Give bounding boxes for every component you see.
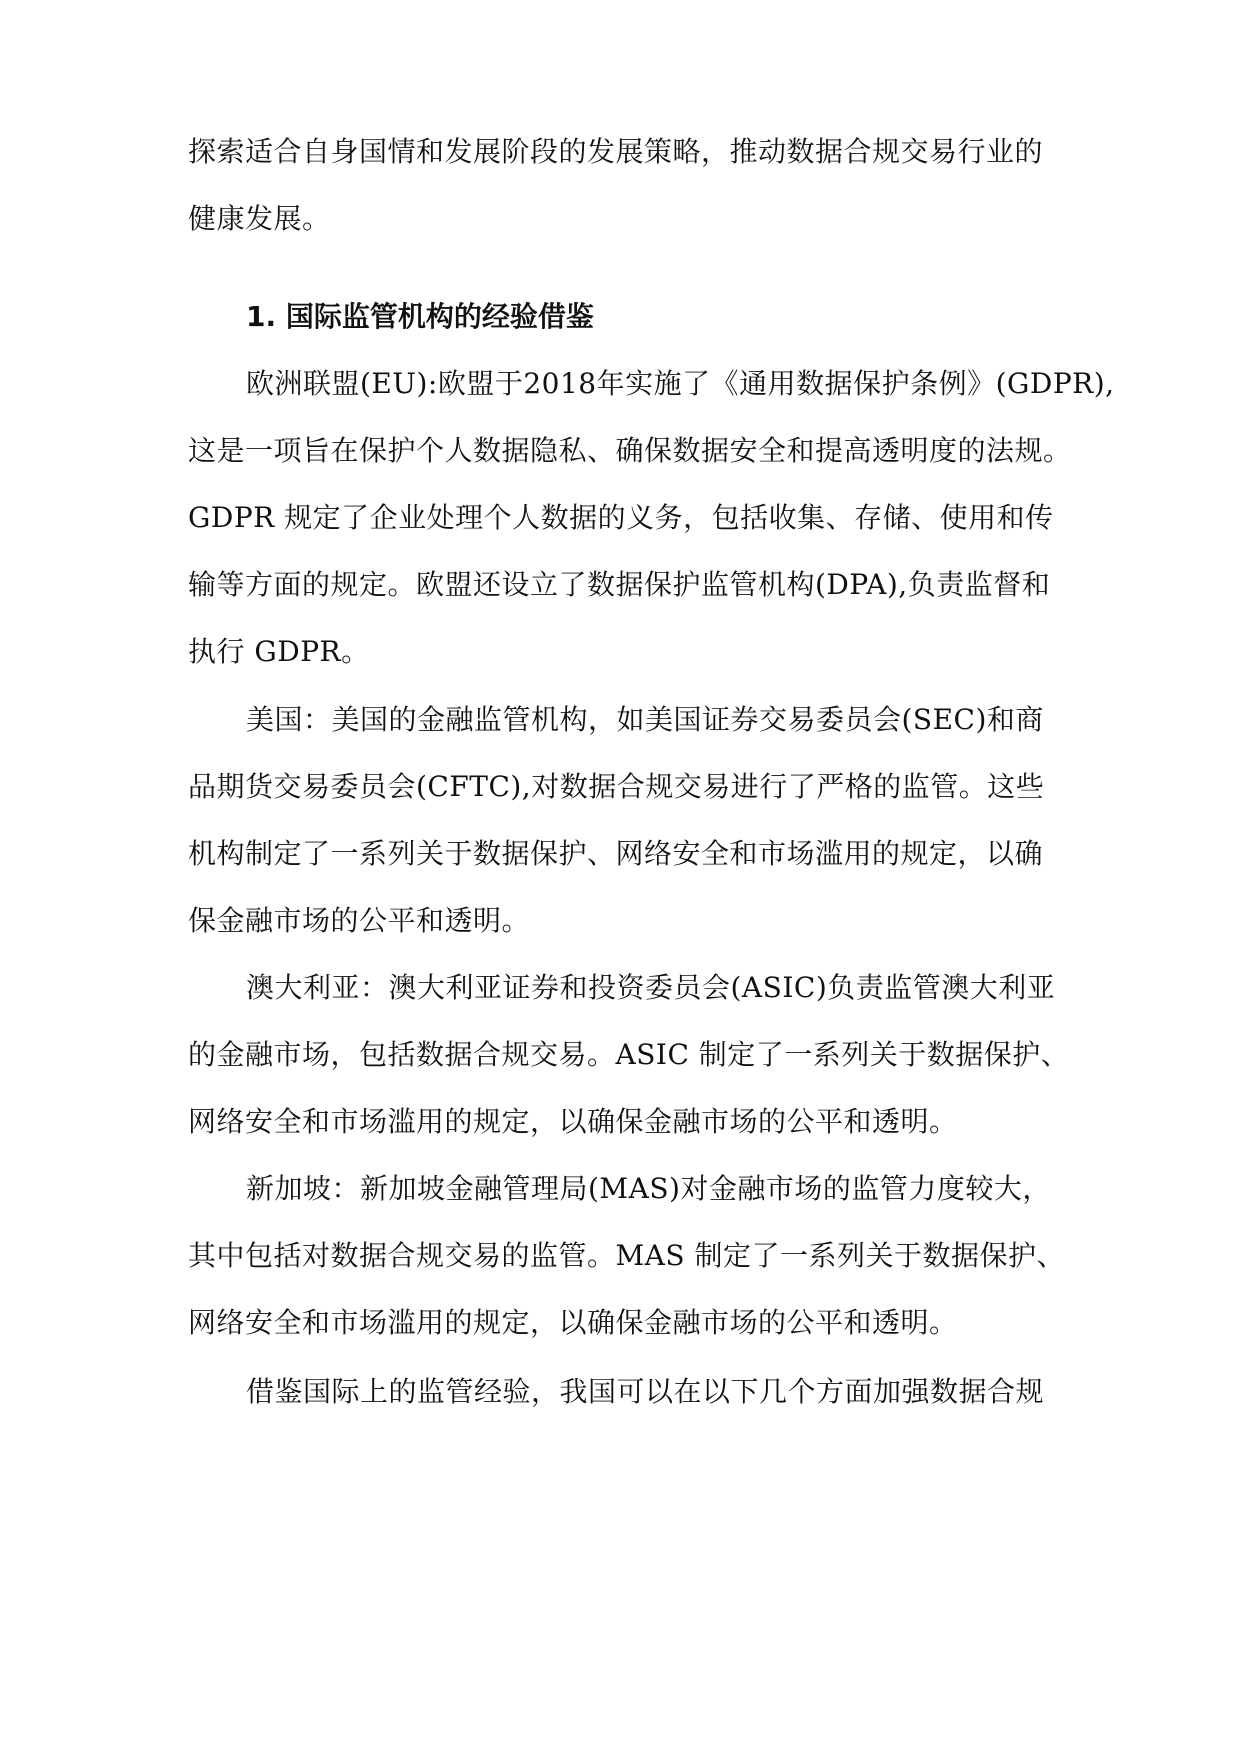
us-line-3: 机构制定了一系列关于数据保护、网络安全和市场滥用的规定，以确 [188, 837, 1044, 870]
eu-line-1: 欧洲联盟(EU):欧盟于2018年实施了《通用数据保护条例》(GDPR), [246, 367, 1115, 400]
australia-line-3: 网络安全和市场滥用的规定，以确保金融市场的公平和透明。 [188, 1105, 958, 1138]
singapore-line-2: 其中包括对数据合规交易的监管。MAS 制定了一系列关于数据保护、 [188, 1239, 1065, 1272]
eu-line-3: GDPR 规定了企业处理个人数据的义务，包括收集、存储、使用和传 [188, 501, 1054, 534]
singapore-line-3: 网络安全和市场滥用的规定，以确保金融市场的公平和透明。 [188, 1306, 958, 1339]
closing-line-1: 借鉴国际上的监管经验，我国可以在以下几个方面加强数据合规 [246, 1375, 1045, 1408]
eu-line-4: 输等方面的规定。欧盟还设立了数据保护监管机构(DPA),负责监督和 [188, 568, 1051, 601]
australia-line-2: 的金融市场，包括数据合规交易。ASIC 制定了一系列关于数据保护、 [188, 1038, 1070, 1071]
australia-line-1: 澳大利亚：澳大利亚证券和投资委员会(ASIC)负责监管澳大利亚 [246, 971, 1056, 1004]
eu-line-5: 执行 GDPR。 [188, 635, 370, 668]
intro-line-2: 健康发展。 [188, 202, 331, 235]
us-line-1: 美国：美国的金融监管机构，如美国证券交易委员会(SEC)和商 [246, 703, 1044, 736]
section-heading: 1. 国际监管机构的经验借鉴 [246, 300, 594, 333]
us-line-4: 保金融市场的公平和透明。 [188, 904, 531, 937]
eu-line-2: 这是一项旨在保护个人数据隐私、确保数据安全和提高透明度的法规。 [188, 434, 1072, 467]
singapore-line-1: 新加坡：新加坡金融管理局(MAS)对金融市场的监管力度较大， [246, 1172, 1051, 1205]
intro-line-1: 探索适合自身国情和发展阶段的发展策略，推动数据合规交易行业的 [188, 135, 1044, 168]
us-line-2: 品期货交易委员会(CFTC),对数据合规交易进行了严格的监管。这些 [188, 770, 1045, 803]
